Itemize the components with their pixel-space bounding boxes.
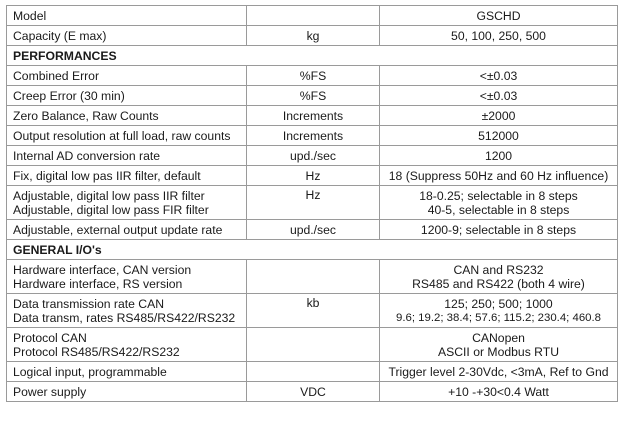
- value-line: 9.6; 19.2; 38.4; 57.6; 115.2; 230.4; 460.8: [396, 311, 601, 324]
- value-cell: 50, 100, 250, 500: [380, 26, 618, 46]
- unit-cell: Hz: [247, 166, 380, 186]
- unit-cell: kb: [247, 294, 380, 328]
- unit-cell: [247, 6, 380, 26]
- param-line: Data transmission rate CAN: [13, 296, 165, 311]
- value-line: 40-5, selectable in 8 steps: [427, 202, 570, 217]
- table-row: [7, 220, 618, 240]
- table-row: [7, 166, 618, 186]
- table-row-capacity: [7, 26, 618, 46]
- value-cell: ±2000: [380, 106, 618, 126]
- value-line: ASCII or Modbus RTU: [437, 344, 559, 359]
- unit-cell: VDC: [247, 382, 380, 402]
- table-row: [7, 382, 618, 402]
- table-row: [7, 66, 618, 86]
- value-cell: 18 (Suppress 50Hz and 60 Hz influence): [380, 166, 618, 186]
- param-cell: Zero Balance, Raw Counts: [7, 106, 247, 126]
- value-cell: [380, 328, 618, 362]
- unit-cell: [247, 328, 380, 362]
- param-line: Hardware interface, CAN version: [13, 262, 192, 277]
- unit-cell: %FS: [247, 86, 380, 106]
- param-cell: [7, 186, 247, 220]
- param-line: Data transm, rates RS485/RS422/RS232: [13, 310, 236, 325]
- table-row-transmission: [7, 294, 618, 328]
- param-cell: Adjustable, external output update rate: [7, 220, 247, 240]
- value-cell: [380, 294, 618, 328]
- param-line: Protocol RS485/RS422/RS232: [13, 344, 180, 359]
- table-row: [7, 126, 618, 146]
- section-header-general-io: [7, 240, 618, 260]
- param-cell: Creep Error (30 min): [7, 86, 247, 106]
- value-cell: [380, 186, 618, 220]
- value-cell: 1200-9; selectable in 8 steps: [380, 220, 618, 240]
- value-cell: 1200: [380, 146, 618, 166]
- unit-cell: Increments: [247, 126, 380, 146]
- table-row: [7, 106, 618, 126]
- value-line: 125; 250; 500; 1000: [444, 296, 553, 311]
- param-cell: [7, 328, 247, 362]
- section-title: GENERAL I/O's: [7, 240, 618, 260]
- param-cell: Logical input, programmable: [7, 362, 247, 382]
- table-row: [7, 86, 618, 106]
- param-line: Adjustable, digital low pass FIR filter: [13, 202, 209, 217]
- value-cell: +10 -+30<0.4 Watt: [380, 382, 618, 402]
- param-line: Hardware interface, RS version: [13, 276, 183, 291]
- param-cell: Combined Error: [7, 66, 247, 86]
- unit-cell: upd./sec: [247, 146, 380, 166]
- param-cell: [7, 260, 247, 294]
- param-cell: Model: [7, 6, 247, 26]
- param-line: Adjustable, digital low pass IIR filter: [13, 188, 205, 203]
- unit-cell: Hz: [247, 186, 380, 220]
- unit-cell: [247, 362, 380, 382]
- specifications-table: [6, 5, 618, 402]
- param-cell: Fix, digital low pas IIR filter, default: [7, 166, 247, 186]
- value-cell: GSCHD: [380, 6, 618, 26]
- param-cell: Internal AD conversion rate: [7, 146, 247, 166]
- table-row: [7, 362, 618, 382]
- param-cell: Power supply: [7, 382, 247, 402]
- table-row-model: [7, 6, 618, 26]
- unit-cell: upd./sec: [247, 220, 380, 240]
- unit-cell: %FS: [247, 66, 380, 86]
- value-cell: <±0.03: [380, 66, 618, 86]
- param-cell: [7, 294, 247, 328]
- table-row-protocol: [7, 328, 618, 362]
- unit-cell: Increments: [247, 106, 380, 126]
- table-row: [7, 146, 618, 166]
- section-title: PERFORMANCES: [7, 46, 618, 66]
- unit-cell: [247, 260, 380, 294]
- value-cell: [380, 260, 618, 294]
- param-cell: Capacity (E max): [7, 26, 247, 46]
- value-cell: <±0.03: [380, 86, 618, 106]
- table-row-hardware-interface: [7, 260, 618, 294]
- unit-cell: kg: [247, 26, 380, 46]
- param-cell: Output resolution at full load, raw counts: [7, 126, 247, 146]
- param-line: Protocol CAN: [13, 330, 87, 345]
- section-header-performances: [7, 46, 618, 66]
- value-cell: 512000: [380, 126, 618, 146]
- value-line: CAN and RS232: [453, 262, 544, 277]
- value-line: RS485 and RS422 (both 4 wire): [412, 276, 585, 291]
- value-line: 18-0.25; selectable in 8 steps: [419, 188, 578, 203]
- table-row-filters: [7, 186, 618, 220]
- value-cell: Trigger level 2-30Vdc, <3mA, Ref to Gnd: [380, 362, 618, 382]
- value-line: CANopen: [472, 330, 525, 345]
